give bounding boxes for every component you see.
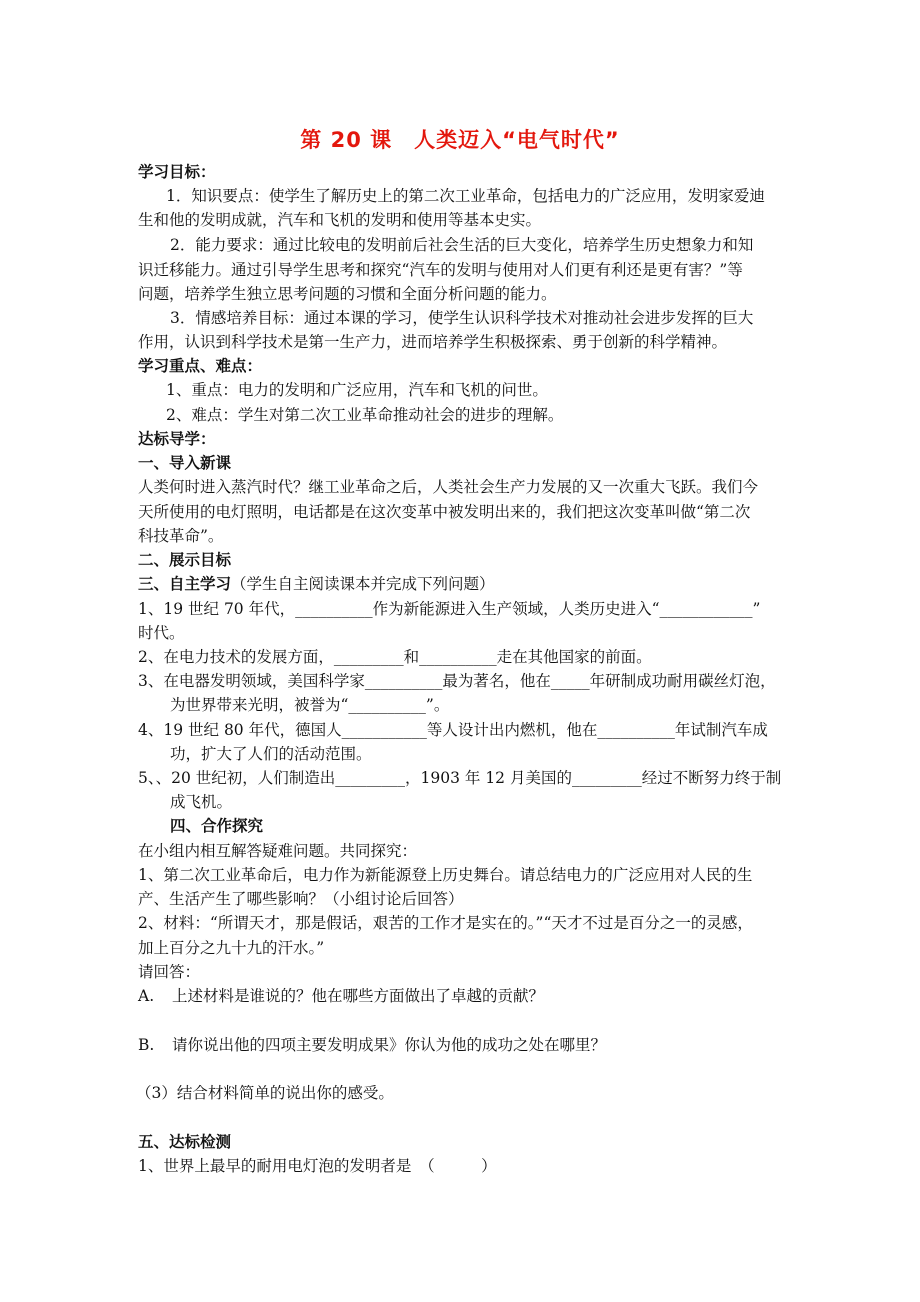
section-4-intro: 在小组内相互解答疑难问题。共同探究： [138,842,418,860]
key-point-1: 1、重点：电力的发明和广泛应用，汽车和飞机的问世。 [166,381,548,399]
question-5-line-2: 成飞机。 [170,793,233,811]
question-5-line-1: 5、、20 世纪初，人们制造出_________，1903 年 12 月美国的_________经过不断努力终于制 [138,769,782,787]
section-1-line-3: 科技革命”。 [138,527,224,545]
coop-question-2-line-1: 2、材料：“所谓天才，那是假话，艰苦的工作才是实在的。”“天才不过是百分之一的灵感， [138,914,753,932]
coop-question-2-line-2: 加上百分之九十九的汗水。” [138,939,325,957]
coop-question-1-line-1: 1、第二次工业革命后，电力作为新能源登上历史舞台。请总结电力的广泛应用对人民的生 [138,866,753,884]
goal-2-line-1: 2．能力要求：通过比较电的发明前后社会生活的巨大变化，培养学生历史想象力和知 [170,236,754,254]
heading-section-2: 二、展示目标 [138,551,232,569]
section-3-title: 三、自主学习 [138,575,232,593]
heading-key-points: 学习重点、难点： [138,357,263,375]
section-1-line-1: 人类何时进入蒸汽时代？继工业革命之后，人类社会生产力发展的又一次重大飞跃。我们今 [138,478,759,496]
goal-1-line-2: 生和他的发明成就，汽车和飞机的发明和使用等基本史实。 [138,211,542,229]
sub-question-3: （3）结合材料简单的说出你的感受。 [136,1084,394,1102]
goal-2-line-2: 识迁移能力。通过引导学生思考和探究“汽车的发明与使用对人们更有利还是更有害？”等 [138,261,743,279]
question-3-line-2: 为世界带来光明，被誉为“__________”。 [170,696,450,714]
goal-3-line-1: 3．情感培养目标：通过本课的学习，使学生认识科学技术对推动社会进步发挥的巨大 [170,309,754,327]
question-3-line-1: 3、在电器发明领域，美国科学家__________最为著名，他在_____年研制成功耐用碳丝灯泡， [138,672,776,690]
question-1-line-1: 1、19 世纪 70 年代，__________作为新能源进入生产领域，人类历史进入“____________” [138,600,761,618]
section-1-line-2: 天所使用的电灯照明，电话都是在这次变革中被发明出来的，我们把这次变革叫做“第二次 [138,503,751,521]
heading-section-5: 五、达标检测 [138,1133,232,1151]
sub-question-b-label: B. [138,1036,155,1054]
key-point-2: 2、难点：学生对第二次工业革命推动社会的进步的理解。 [166,406,564,424]
question-1-line-2: 时代。 [138,624,185,642]
section-3-note: （学生自主阅读课本并完成下列问题） [231,575,495,593]
coop-question-1-line-2: 产、生活产生了哪些影响？（小组讨论后回答） [138,890,464,908]
goal-2-line-3: 问题，培养学生独立思考问题的习惯和全面分析问题的能力。 [138,285,557,303]
sub-question-a: 上述材料是谁说的？他在哪些方面做出了卓越的贡献？ [172,987,545,1005]
lesson-title: 第 20 课 人类迈入“电气时代” [300,128,620,152]
question-4-line-1: 4、19 世纪 80 年代，德国人___________等人设计出内燃机，他在__________年试制汽车成 [138,721,768,739]
heading-section-1: 一、导入新课 [138,454,232,472]
sub-question-b: 请你说出他的四项主要发明成果》你认为他的成功之处在哪里？ [172,1036,607,1054]
heading-section-4: 四、合作探究 [170,817,264,835]
question-2: 2、在电力技术的发展方面，_________和__________走在其他国家的前面。 [138,648,652,666]
answer-prompt: 请回答： [138,963,201,981]
heading-learning-goals: 学习目标： [138,163,216,181]
heading-section-3 [138,572,495,596]
question-4-line-2: 功，扩大了人们的活动范围。 [170,745,372,763]
goal-3-line-2: 作用，认识到科学技术是第一生产力，进而培养学生积极探索、勇于创新的科学精神。 [138,333,728,351]
sub-question-a-label: A. [138,987,155,1005]
test-question-1: 1、世界上最早的耐用电灯泡的发明者是 （ ） [138,1157,497,1175]
goal-1-line-1: 1．知识要点：使学生了解历史上的第二次工业革命，包括电力的广泛应用，发明家爱迪 [166,187,765,205]
heading-guide: 达标导学： [138,430,216,448]
